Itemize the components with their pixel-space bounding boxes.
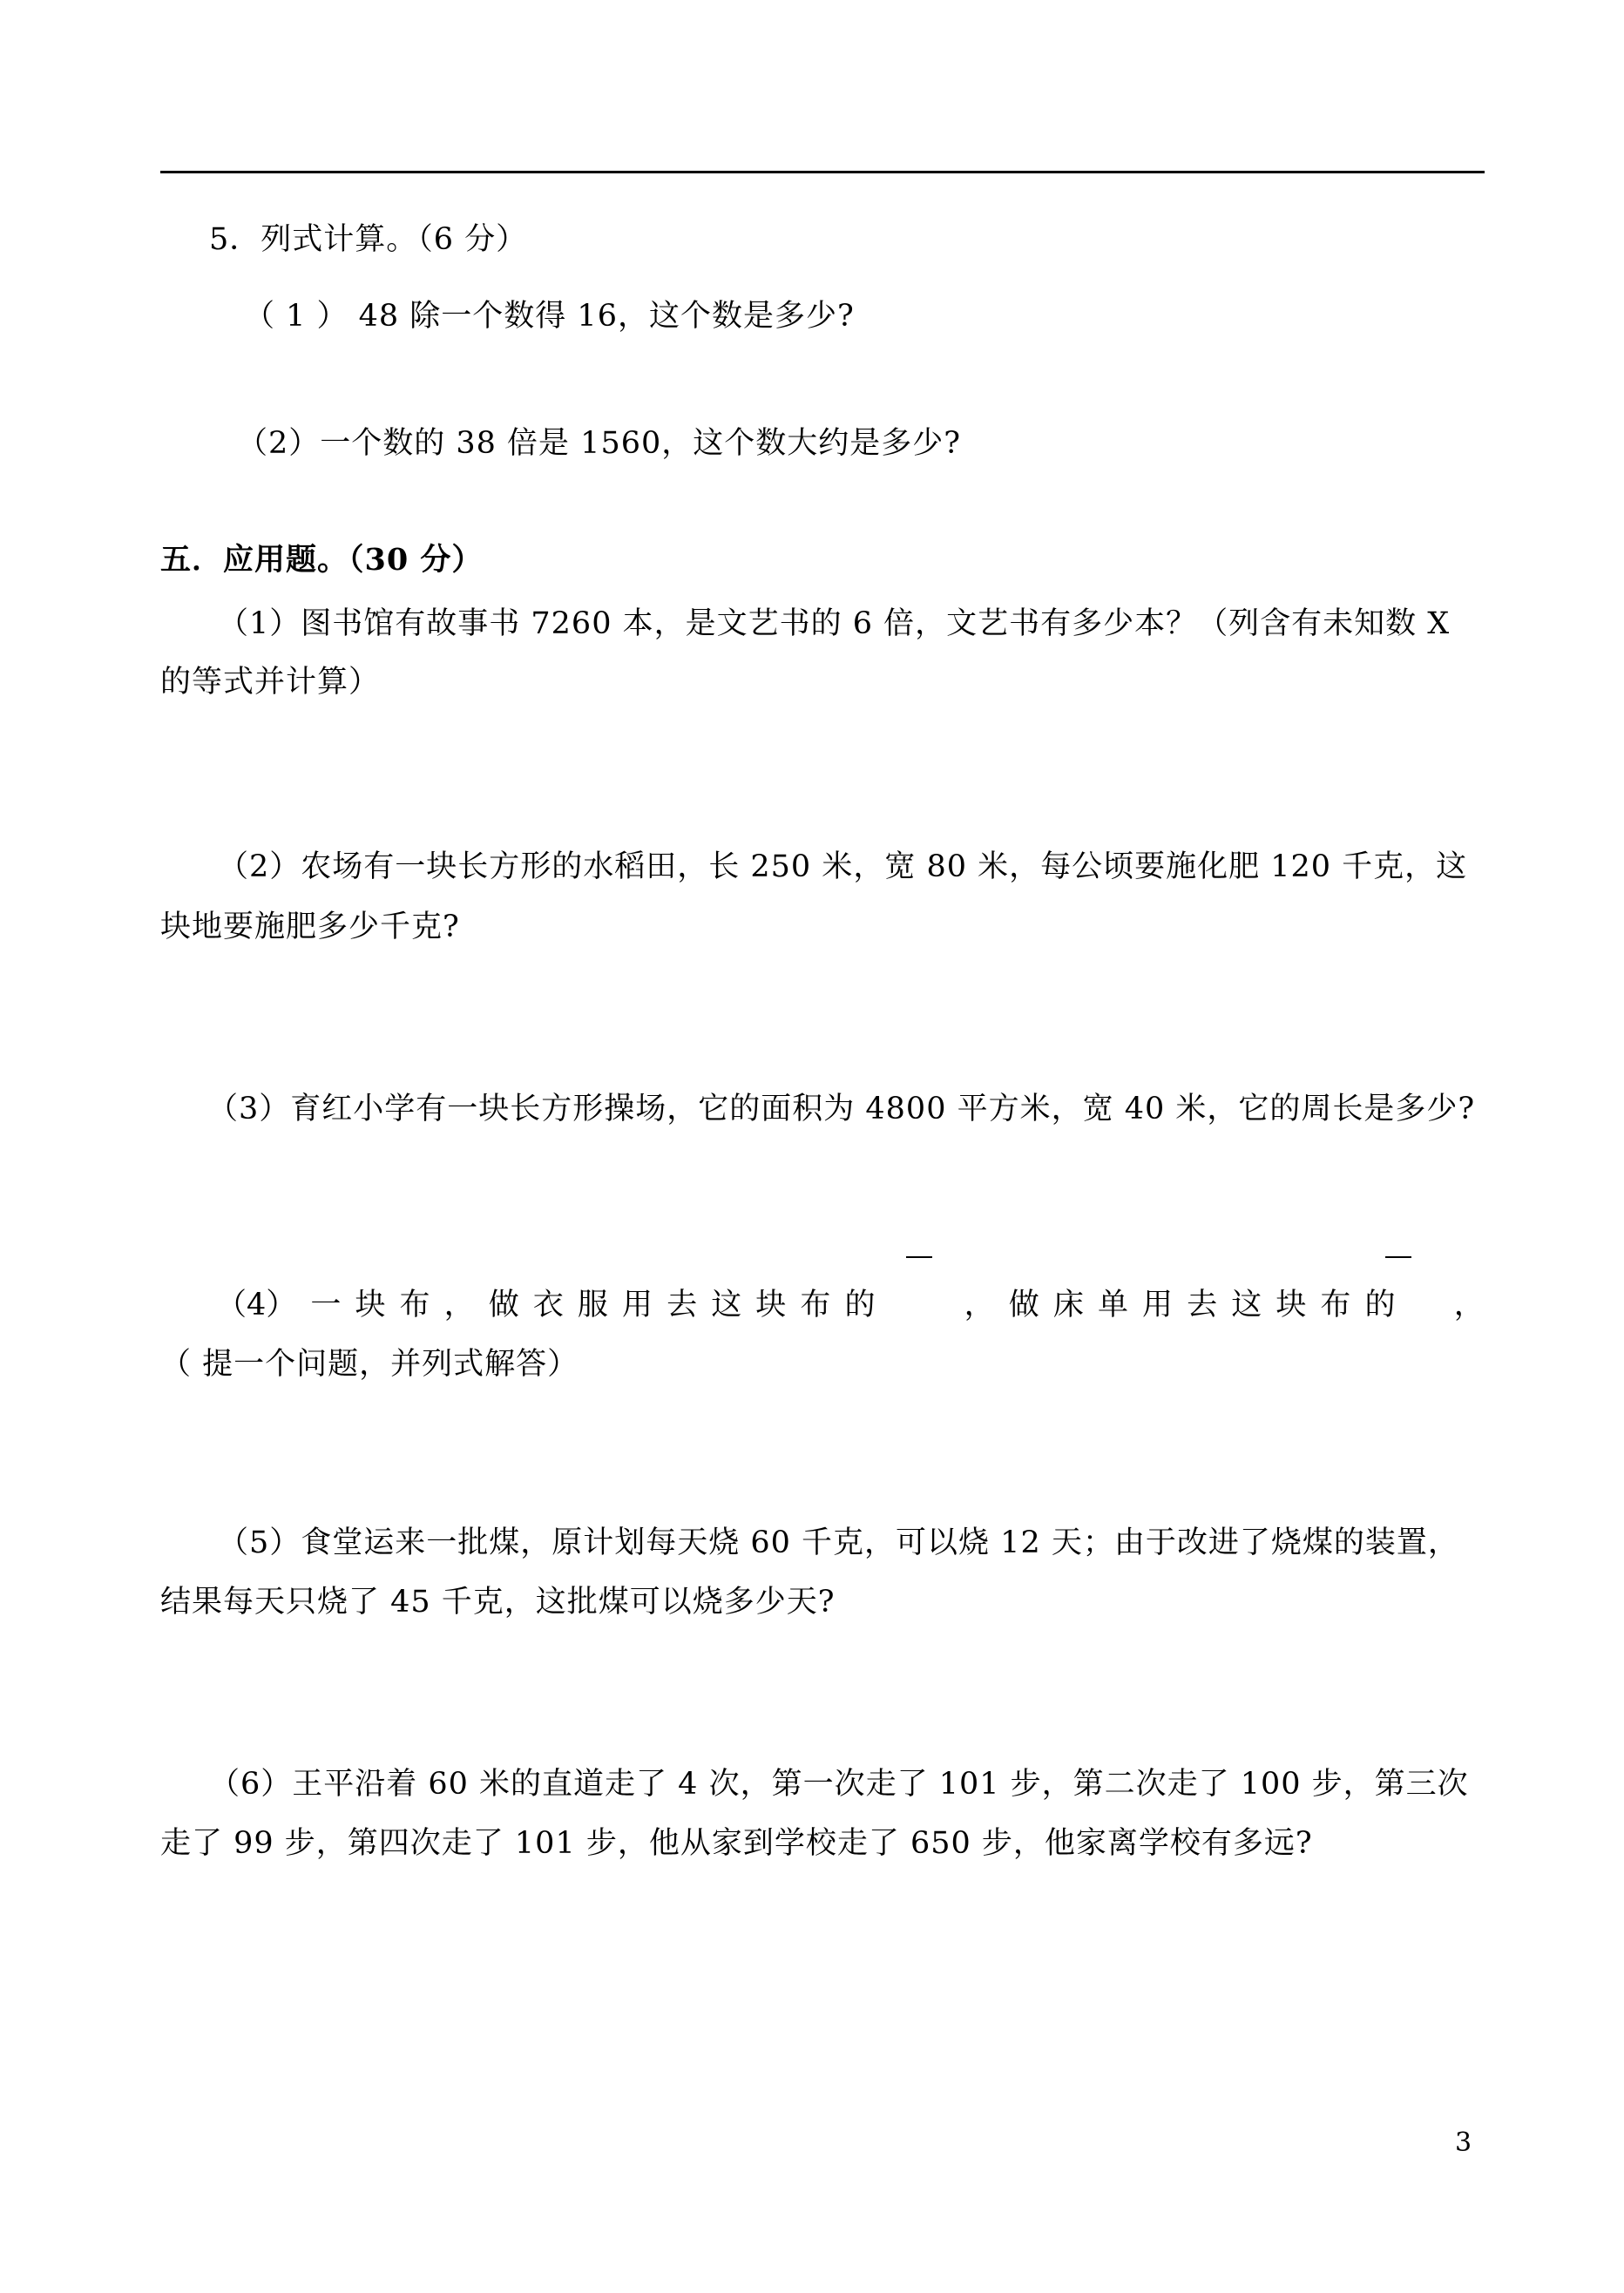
problem-2-line-1: （2）农场有一块长方形的水稻田，长 250 米，宽 80 米，每公顷要施化肥 120 千克，这 [218, 849, 1468, 884]
problem-1-line-1: （1）图书馆有故事书 7260 本，是文艺书的 6 倍，文艺书有多少本？（列含有未知数 X [218, 606, 1451, 641]
problem-3-line-1: （3）育红小学有一块长方形操场，它的面积为 4800 平方米，宽 40 米，它的周长是多少? [207, 1092, 1476, 1126]
section5-heading: 5．列式计算。（6 分） [209, 222, 528, 257]
problem-4-line-2: （ 提一个问题，并列式解答） [160, 1347, 579, 1382]
section5-question-1: （ 1 ） 48 除一个数得 16，这个数是多少? [244, 299, 855, 334]
section-five-heading: 五．应用题。（30 分） [160, 542, 484, 578]
fraction-placeholder-sheets [1385, 1256, 1411, 1258]
problem-2-line-2: 块地要施肥多少千克? [160, 910, 460, 944]
problem-5-line-2: 结果每天只烧了 45 千克，这批煤可以烧多少天? [160, 1585, 836, 1620]
problem-4-line-1: （4） 一 块 布 ， 做 衣 服 用 去 这 块 布 的 ， 做 床 单 用 去 这 块 布 的 ， [216, 1288, 1485, 1322]
header-rule [160, 171, 1485, 173]
problem-6-line-2: 走了 99 步，第四次走了 101 步，他从家到学校走了 650 步，他家离学校有多远? [160, 1826, 1313, 1861]
problem-1-line-2: 的等式并计算） [160, 665, 381, 700]
page-number: 3 [1455, 2127, 1472, 2158]
fraction-placeholder-clothes [906, 1256, 932, 1258]
problem-6-line-1: （6）王平沿着 60 米的直道走了 4 次，第一次走了 101 步，第二次走了 100 步，第三次 [209, 1767, 1469, 1802]
problem-5-line-1: （5）食堂运来一批煤，原计划每天烧 60 千克，可以烧 12 天；由于改进了烧煤的装置， [218, 1525, 1459, 1560]
section5-question-2: （2）一个数的 38 倍是 1560，这个数大约是多少? [237, 426, 962, 461]
